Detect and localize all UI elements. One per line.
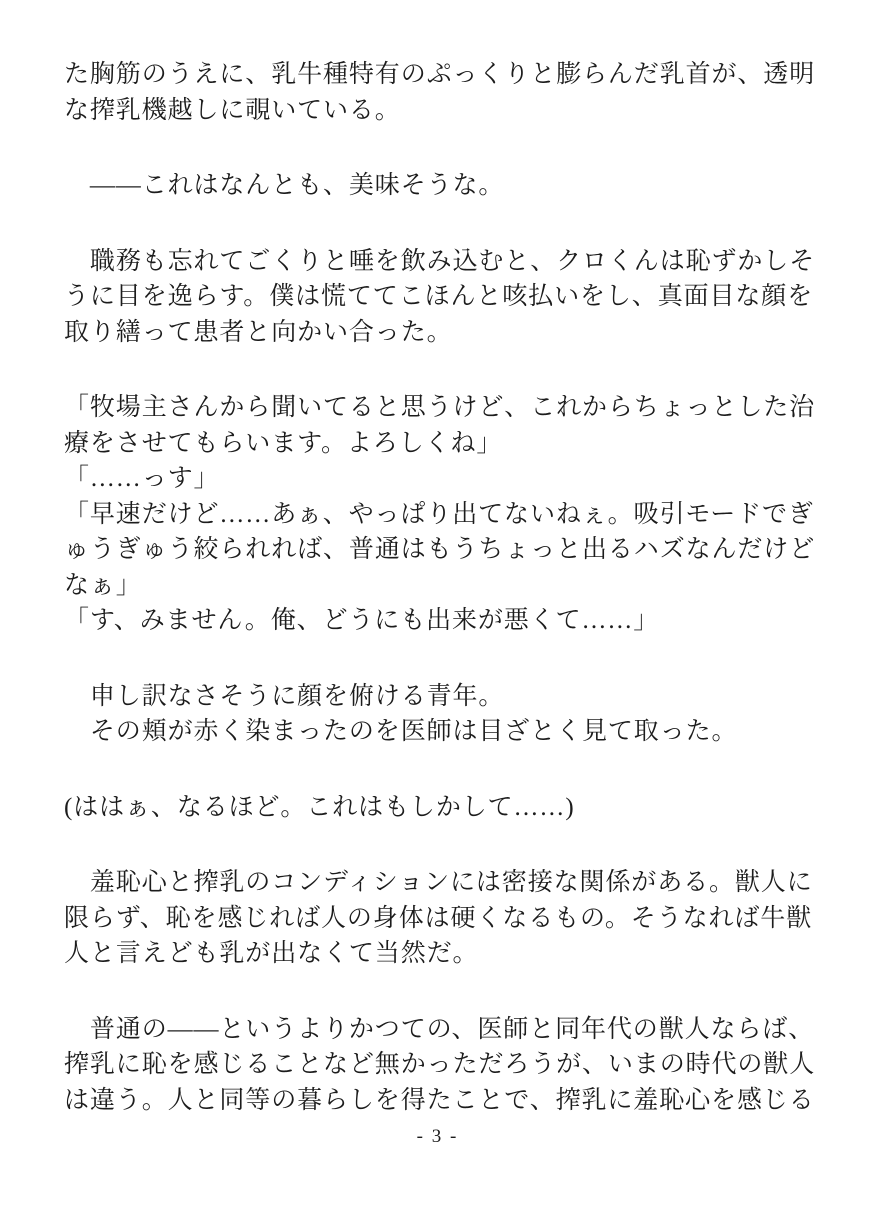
text-line: 療をさせてもらいます。よろしくね」 — [64, 429, 503, 457]
text-line: なぁ」 — [64, 571, 142, 599]
paragraph — [64, 244, 818, 351]
paragraph — [64, 790, 818, 826]
text-line: 羞恥心と搾乳のコンディションには密接な関係がある。獣人に — [64, 869, 813, 896]
text-line: 普通の――というよりかつての、医師と同年代の獣人ならば、 — [64, 1015, 815, 1043]
text-line: うに目を逸らす。僕は慌ててこほんと咳払いをし、真面目な顔を — [64, 283, 814, 310]
text-line: 「……っす」 — [64, 465, 220, 492]
text-line: 搾乳に恥を感じることなど無かっただろうが、いまの時代の獣人 — [64, 1051, 816, 1078]
text-line: ――これはなんとも、美味そうな。 — [64, 172, 505, 199]
paragraph — [64, 865, 818, 972]
text-line: 「早速だけど……あぁ、やっぱり出てないねぇ。吸引モードでぎ — [64, 500, 814, 528]
paragraph — [64, 168, 818, 204]
paragraph — [64, 1012, 818, 1119]
paragraph — [64, 390, 818, 639]
paragraph — [64, 679, 818, 750]
text-line: た胸筋のうえに、乳牛種特有のぷっくりと膨らんだ乳首が、透明 — [64, 61, 816, 88]
text-line: な搾乳機越しに覗いている。 — [64, 96, 401, 124]
text-line: 取り繕って患者と向かい合った。 — [64, 318, 453, 346]
text-line: 「牧場主さんから聞いてると思うけど、これからちょっとした治 — [64, 394, 816, 421]
text-line: 「す、みません。俺、どうにも出来が悪くて……」 — [64, 607, 660, 634]
text-line: (ははぁ、なるほど。これはもしかして……) — [64, 793, 575, 821]
text-line: 職務も忘れてごくりと唾を飲み込むと、クロくんは恥ずかしそ — [64, 247, 816, 275]
text-line: 人と言えども乳が出なくて当然だ。 — [64, 940, 479, 967]
body-text — [64, 57, 818, 1118]
text-line: ゅうぎゅう絞られれば、普通はもうちょっと出るハズなんだけど — [64, 536, 816, 563]
page-number: - 3 - — [416, 1126, 459, 1147]
paragraph — [64, 57, 818, 128]
text-line: 限らず、恥を感じれば人の身体は硬くなるもの。そうなれば牛獣 — [64, 904, 813, 932]
text-line: は違う。人と同等の暮らしを得たことで、搾乳に羞恥心を感じる — [64, 1086, 815, 1114]
text-line: その頬が赤く染まったのを医師は目ざとく見て取った。 — [64, 718, 738, 745]
text-line: 申し訳なさそうに顔を俯ける青年。 — [64, 682, 505, 710]
